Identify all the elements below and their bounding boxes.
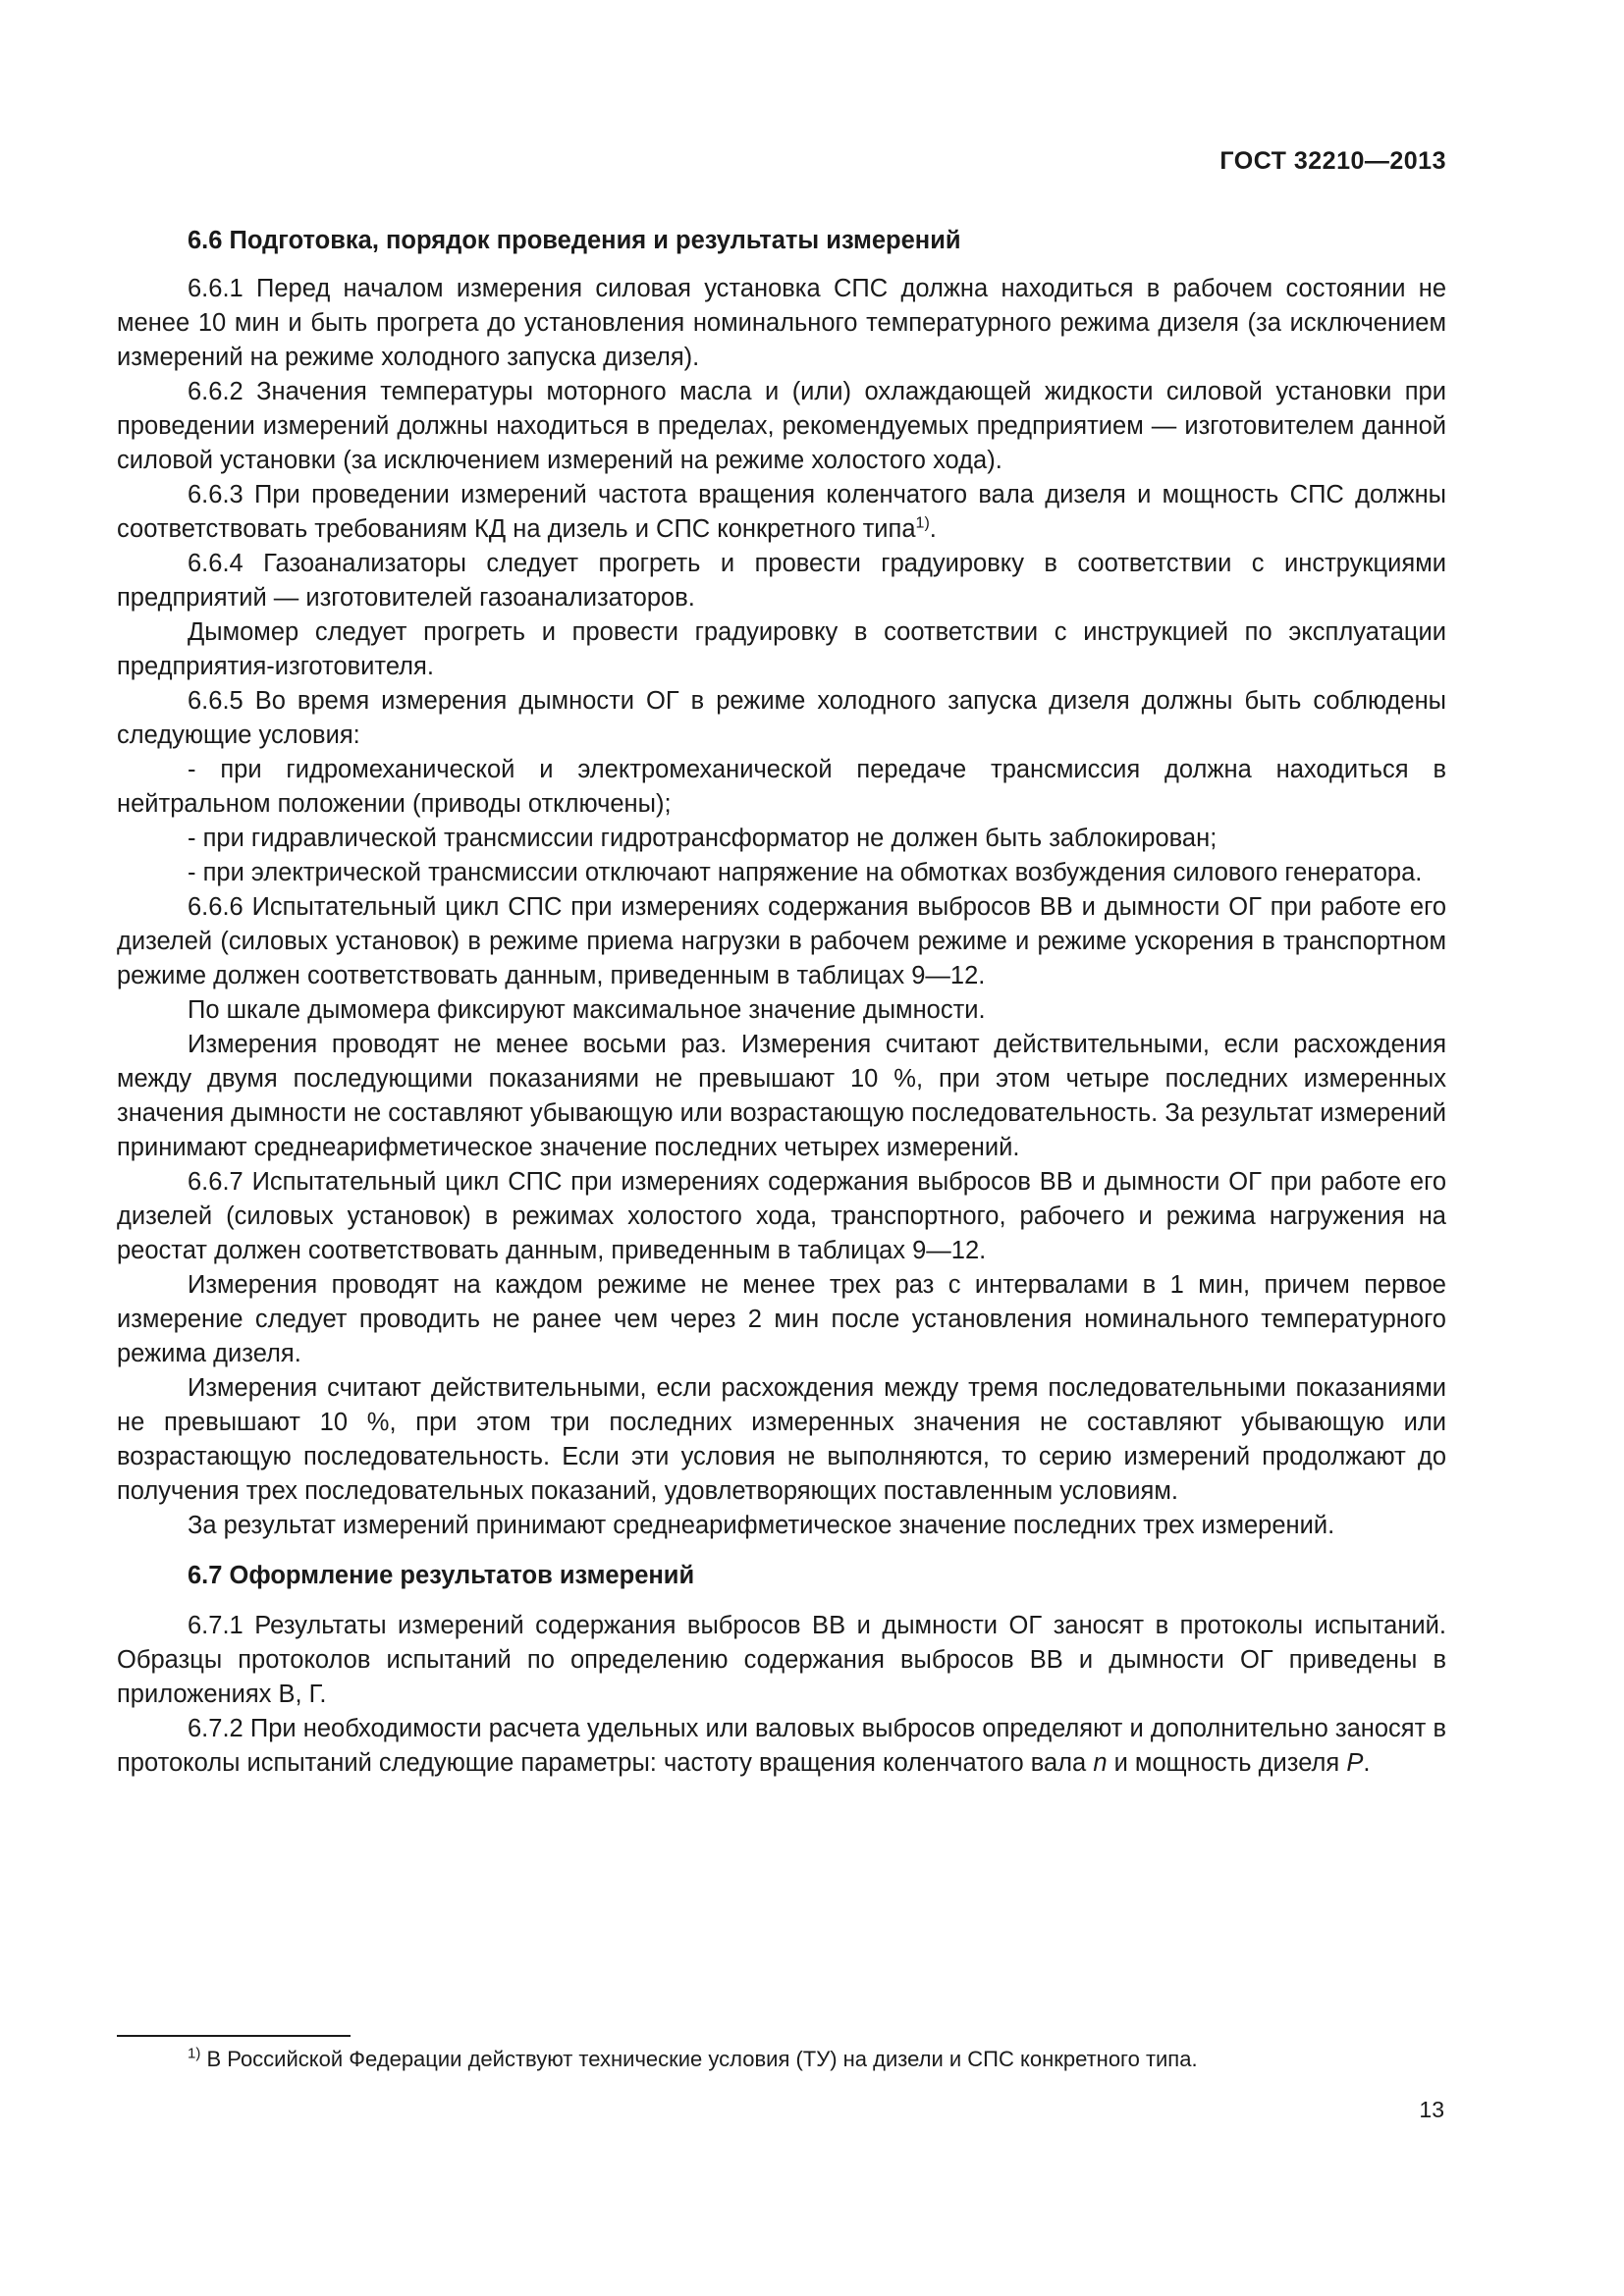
paragraph-6-6-7-validity: Измерения считают действительными, если расхождения между тремя последовательными показаниями не превышают 10 %, при этом три последних измеренных значения не составляют убывающую или возрастающую последовательность. Если эти условия не выполняются, то серию измерений продолжают до получения трех последовательных показаний, удовлетворяющих поставленным условиям.	[117, 1374, 1446, 1505]
footnote-reference: 1)	[915, 514, 930, 532]
paragraph-6-6-2: 6.6.2 Значения температуры моторного масла и (или) охлаждающей жидкости силовой установки при проведении измерений должны находиться в пределах, рекомендуемых предприятием — изготовителем данной силовой установки (за исключением измерений на режиме холостого хода).	[117, 378, 1446, 474]
paragraph-6-6-4: 6.6.4 Газоанализаторы следует прогреть и провести градуировку в соответствии с инструкциями предприятий — изготовителей газоанализаторов.	[117, 550, 1446, 612]
paragraph-6-6-7: 6.6.7 Испытательный цикл СПС при измерениях содержания выбросов ВВ и дымности ОГ при работе его дизелей (силовых установок) в режимах холостого хода, транспортного, рабочего и режима нагружения на реостат должен соответствовать данным, приведенным в таблицах 9—12.	[117, 1168, 1446, 1264]
paragraph-6-6-7-intervals: Измерения проводят на каждом режиме не менее трех раз с интервалами в 1 мин, причем первое измерение следует проводить не ранее чем через 2 мин после установления номинального температурного режима дизеля.	[117, 1271, 1446, 1367]
paragraph-6-6-3-text: 6.6.3 При проведении измерений частота вращения коленчатого вала дизеля и мощность СПС должны соответствовать требованиям КД на дизель и СПС конкретного типа	[117, 481, 1446, 543]
list-item-hydromechanical: - при гидромеханической и электромеханической передаче трансмиссия должна находиться в нейтральном положении (приводы отключены);	[117, 756, 1446, 818]
paragraph-6-7-2-end: .	[1363, 1749, 1371, 1777]
variable-p: P	[1346, 1749, 1364, 1777]
paragraph-6-6-6-measurements: Измерения проводят не менее восьми раз. Измерения считают действительными, если расхождения между двумя последующими показаниями не превышают 10 %, при этом четыре последних измеренных значения дымности не составляют убывающую или возрастающую последовательность. За результат измерений принимают среднеарифметическое значение последних четырех измерений.	[117, 1031, 1446, 1161]
list-item-hydraulic: - при гидравлической трансмиссии гидротрансформатор не должен быть заблокирован;	[188, 825, 1218, 852]
paragraph-6-6-3	[117, 478, 1446, 547]
paragraph-6-7-2-text: 6.7.2 При необходимости расчета удельных или валовых выбросов определяют и дополнительно заносят в протоколы испытаний следующие параметры: частоту вращения коленчатого вала	[117, 1715, 1446, 1777]
paragraph-6-6-6: 6.6.6 Испытательный цикл СПС при измерениях содержания выбросов ВВ и дымности ОГ при работе его дизелей (силовых установок) в режиме приема нагрузки в рабочем режиме и режиме ускорения в транспортном режиме должен соответствовать данным, приведенным в таблицах 9—12.	[117, 893, 1446, 989]
paragraph-6-6-3-end: .	[929, 515, 937, 543]
footnote-marker: 1)	[188, 2045, 201, 2062]
paragraph-6-7-1: 6.7.1 Результаты измерений содержания выбросов ВВ и дымности ОГ заносят в протоколы испытаний. Образцы протоколов испытаний по определению содержания выбросов ВВ и дымности ОГ приведены в приложениях В, Г.	[117, 1612, 1446, 1708]
page-number: 13	[1419, 2097, 1444, 2122]
footnote	[188, 2045, 1198, 2074]
paragraph-6-6-4-smoke-meter: Дымомер следует прогреть и провести градуировку в соответствии с инструкцией по эксплуатации предприятия-изготовителя.	[117, 618, 1446, 680]
section-title-6-7: 6.7 Оформление результатов измерений	[188, 1562, 695, 1589]
footnote-divider	[117, 2035, 351, 2037]
paragraph-6-6-1: 6.6.1 Перед началом измерения силовая установка СПС должна находиться в рабочем состоянии не менее 10 мин и быть прогрета до установления номинального температурного режима дизеля (за исключением измерений на режиме холодного запуска дизеля).	[117, 275, 1446, 371]
paragraph-6-6-5: 6.6.5 Во время измерения дымности ОГ в режиме холодного запуска дизеля должны быть соблюдены следующие условия:	[117, 687, 1446, 749]
page-body	[117, 224, 1446, 1781]
paragraph-6-6-6-max-smoke: По шкале дымомера фиксируют максимальное значение дымности.	[188, 996, 986, 1024]
section-title-6-6: 6.6 Подготовка, порядок проведения и результаты измерений	[188, 227, 961, 254]
footnote-text: В Российской Федерации действуют технические условия (ТУ) на дизели и СПС конкретного типа.	[200, 2047, 1198, 2071]
paragraph-6-7-2-middle: и мощность дизеля	[1107, 1749, 1347, 1777]
paragraph-6-7-2	[117, 1712, 1446, 1781]
paragraph-6-6-7-result: За результат измерений принимают среднеарифметическое значение последних трех измерений.	[188, 1512, 1335, 1539]
list-item-electric: - при электрической трансмиссии отключают напряжение на обмотках возбуждения силового генератора.	[188, 859, 1423, 886]
document-code-header: ГОСТ 32210—2013	[1219, 147, 1446, 175]
variable-n: n	[1093, 1749, 1108, 1777]
